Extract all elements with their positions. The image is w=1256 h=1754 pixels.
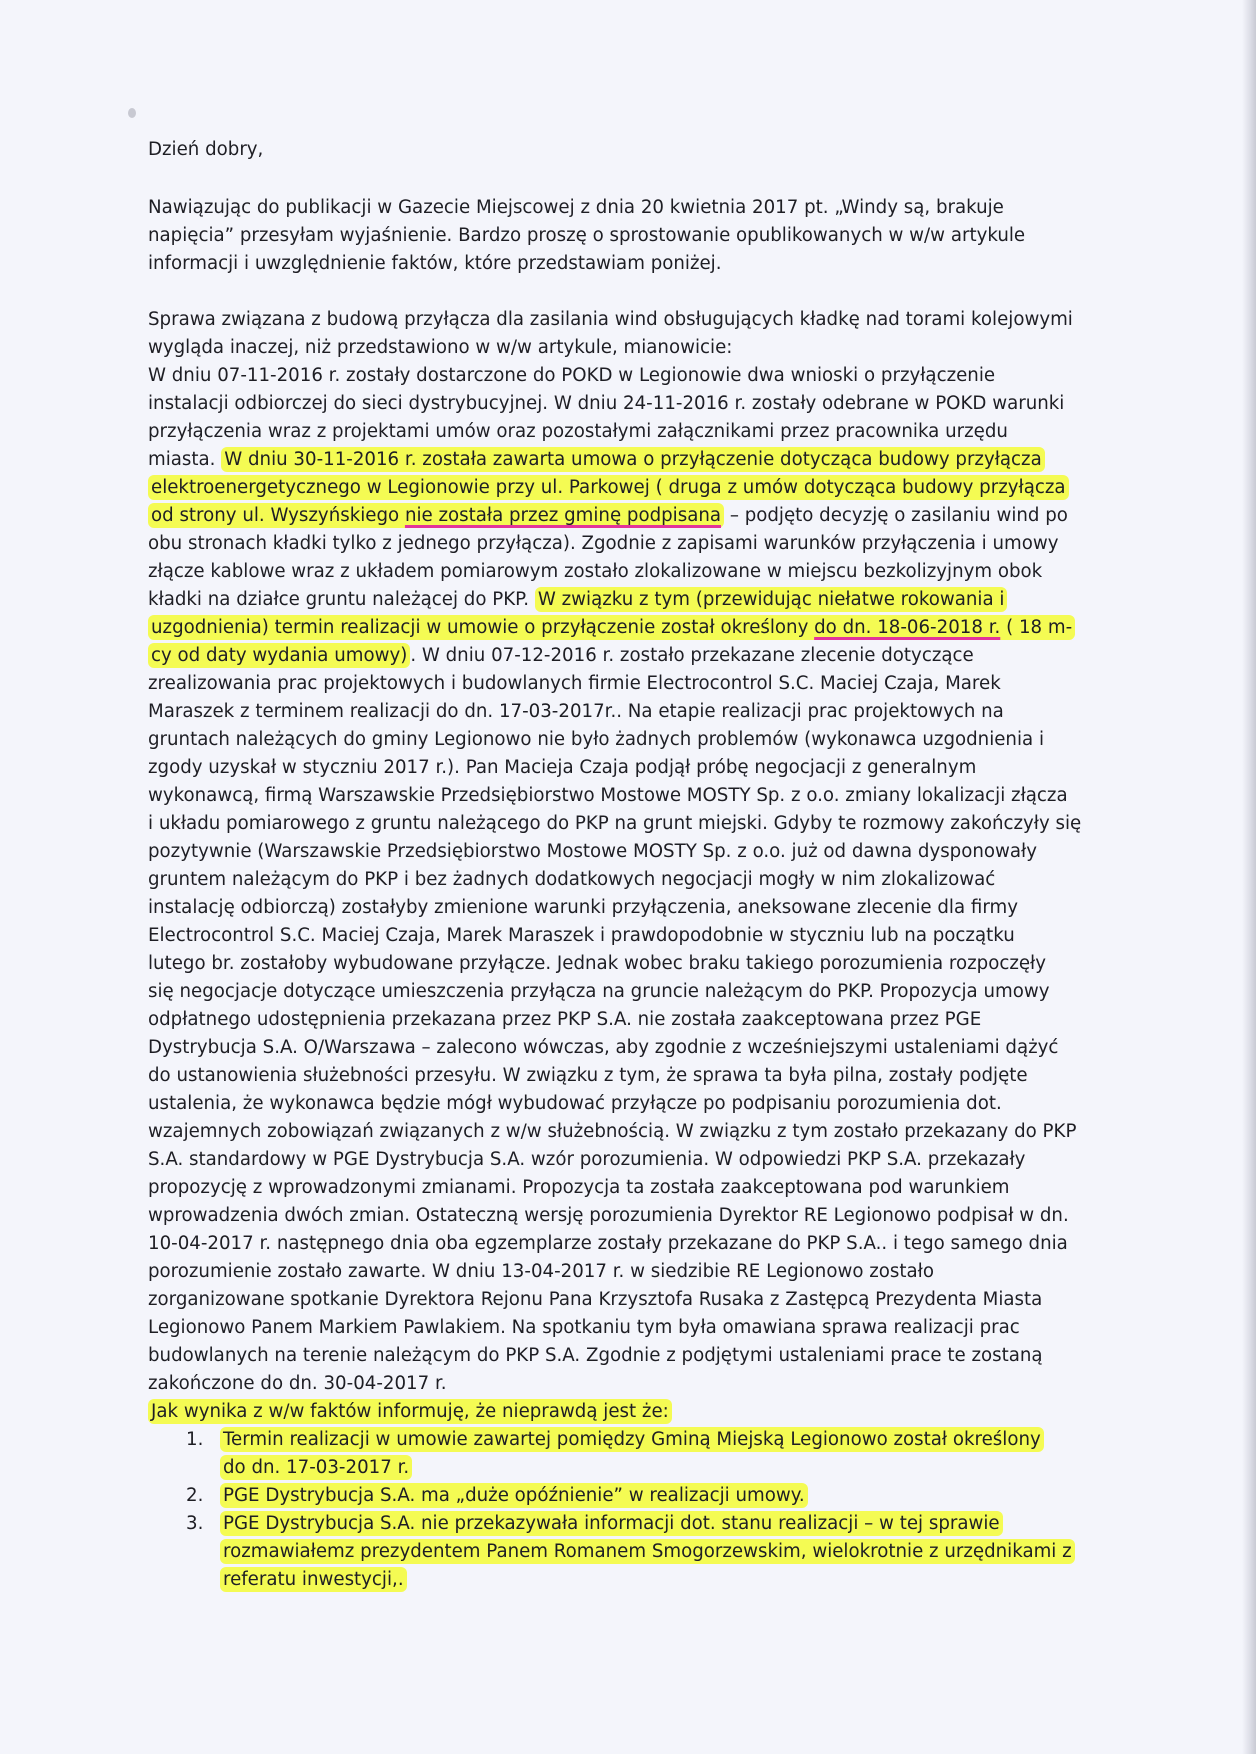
highlighted-text: W dniu 30-11-2016 r. została zawarta umowa o przyłączenie dotycząca budowy przyłącza	[221, 447, 1045, 472]
body-line: zgody uzyskał w styczniu 2017 r.). Pan Macieja Czaja podjął próbę negocjacji z generalnym	[148, 757, 977, 778]
body-line: obu stronach kładki tylko z jednego przyłącza). Zgodnie z zapisami warunków przyłączenia i umowy	[148, 533, 1059, 554]
body-line: instalacji odbiorczej do sieci dystrybucyjnej. W dniu 24-11-2016 r. zostały odebrane w POKD warunki	[148, 393, 1065, 414]
list-number: 1.	[186, 1429, 204, 1450]
body-line: Maraszek z terminem realizacji do dn. 17-03-2017r.. Na etapie realizacji prac projektowych na	[148, 701, 1004, 722]
intro-line: informacji i uwzględnienie faktów, które przedstawiam poniżej.	[148, 253, 722, 274]
body-line: zrealizowania prac projektowych i budowlanych firmie Electrocontrol S.C. Maciej Czaja, Marek	[148, 673, 1001, 694]
body-line	[148, 586, 1007, 614]
list-item-continuation	[220, 1454, 412, 1482]
body-line: wygląda inaczej, niż przedstawiono w w/w artykule, mianowicie:	[148, 337, 733, 358]
highlighted-text	[148, 615, 1075, 640]
body-line	[148, 446, 1045, 474]
body-line: S.A. standardowy w PGE Dystrybucja S.A. wzór porozumienia. W odpowiedzi PKP S.A. przekazały	[148, 1149, 1026, 1170]
body-line: zakończone do dn. 30-04-2017 r.	[148, 1373, 447, 1394]
body-line: ustalenia, że wykonawca będzie mógł wybudować przyłącze po podpisaniu porozumienia dot.	[148, 1093, 1002, 1114]
body-line	[148, 642, 974, 670]
body-line	[148, 614, 1075, 642]
body-text: – podjęto decyzję o zasilaniu wind po	[724, 505, 1068, 526]
highlighted-text	[148, 503, 724, 528]
body-line: złącze kablowe wraz z układem pomiarowym zostało zlokalizowane w miejscu bezkolizyjnym obok	[148, 561, 1043, 582]
underlined-text: nie została przez gminę podpisana	[404, 505, 722, 526]
highlighted-text: W związku z tym (przewidując niełatwe rokowania i	[535, 587, 1008, 612]
body-line: się negocjacje dotyczące umieszczenia przyłącza na gruncie należącym do PKP. Propozycja umowy	[148, 981, 1050, 1002]
body-text: . W dniu 07-12-2016 r. zostało przekazane zlecenie dotyczące	[410, 645, 974, 666]
body-line: Legionowo Panem Markiem Pawlakiem. Na spotkaniu tym była omawiana sprawa realizacji prac	[148, 1317, 1020, 1338]
underlined-text: do dn. 18-06-2018 r.	[814, 617, 1001, 638]
highlighted-segment: uzgodnienia) termin realizacji w umowie o przyłączenie został określony	[151, 617, 815, 638]
body-line: zorganizowane spotkanie Dyrektora Rejonu Pana Krzysztofa Rusaka z Zastępcą Prezydenta Miasta	[148, 1289, 1043, 1310]
list-item	[186, 1482, 808, 1510]
body-line: budowlanych na terenie należącym do PKP S.A. Zgodnie z podjętymi ustaleniami prace te zostaną	[148, 1345, 1043, 1366]
body-line: instalację odbiorczą) zostałyby zmienione warunki przyłączenia, aneksowane zlecenie dla firmy	[148, 897, 1019, 918]
body-line: wprowadzenia dwóch zmian. Ostateczną wersję porozumienia Dyrektor RE Legionowo podpisał w dn.	[148, 1205, 1069, 1226]
list-number: 2.	[186, 1485, 204, 1506]
body-line: Sprawa związana z budową przyłącza dla zasilania wind obsługujących kładkę nad torami kolejowymi	[148, 309, 1073, 330]
highlighted-text: PGE Dystrybucja S.A. ma „duże opóźnienie” w realizacji umowy.	[220, 1483, 808, 1508]
body-line: pozytywnie (Warszawskie Przedsiębiorstwo Mostowe MOSTY Sp. z o.o. już od dawna dysponowały	[148, 841, 1037, 862]
list-item-continuation	[220, 1538, 1075, 1566]
intro-line: napięcia” przesyłam wyjaśnienie. Bardzo proszę o sprostowanie opublikowanych w w/w artykule	[148, 225, 1026, 246]
highlighted-text: referatu inwestycji,.	[220, 1567, 407, 1592]
highlighted-text: do dn. 17-03-2017 r.	[220, 1455, 412, 1480]
list-item-continuation	[220, 1566, 407, 1594]
conclusion-line	[148, 1398, 672, 1426]
list-number: 3.	[186, 1513, 204, 1534]
body-text: miasta.	[148, 449, 222, 470]
list-item	[186, 1510, 1003, 1538]
body-line	[148, 474, 1069, 502]
body-line: do ustanowienia służebności przesyłu. W związku z tym, że sprawa ta była pilna, zostały podjęte	[148, 1065, 1028, 1086]
body-line	[148, 502, 1068, 530]
body-line: W dniu 07-11-2016 r. zostały dostarczone do POKD w Legionowie dwa wnioski o przyłączenie	[148, 365, 996, 386]
body-line: gruntem należącym do PKP i bez żadnych dodatkowych negocjacji mogły w nim zlokalizować	[148, 869, 996, 890]
body-line: porozumienie zostało zawarte. W dniu 13-04-2017 r. w siedzibie RE Legionowo zostało	[148, 1261, 934, 1282]
list-item	[186, 1426, 1044, 1454]
highlighted-text: Termin realizacji w umowie zawartej pomiędzy Gminą Miejską Legionowo został określony	[220, 1427, 1044, 1452]
highlighted-text: elektroenergetycznego w Legionowie przy ul. Parkowej ( druga z umów dotycząca budowy przyłącza	[148, 475, 1069, 500]
highlighted-text: cy od daty wydania umowy)	[148, 643, 410, 668]
scan-speck	[128, 108, 136, 118]
body-line: lutego br. zostałoby wybudowane przyłącze. Jednak wobec braku takiego porozumienia rozpoczęły	[148, 953, 1046, 974]
highlighted-segment: ( 18 m-	[1000, 617, 1073, 638]
body-line: wzajemnych zobowiązań związanych z w/w służebnością. W związku z tym zostało przekazany do PKP	[148, 1121, 1077, 1142]
highlighted-text: rozmawiałemz prezydentem Panem Romanem Smogorzewskim, wielokrotnie z urzędnikami z	[220, 1539, 1075, 1564]
highlighted-text: PGE Dystrybucja S.A. nie przekazywała informacji dot. stanu realizacji – w tej sprawie	[220, 1511, 1003, 1536]
body-text: kładki na działce gruntu należącej do PKP.	[148, 589, 535, 610]
body-line: Dystrybucja S.A. O/Warszawa – zalecono wówczas, aby zgodnie z wcześniejszymi ustaleniami dążyć	[148, 1037, 1059, 1058]
body-line: wykonawcą, firmą Warszawskie Przedsiębiorstwo Mostowe MOSTY Sp. z o.o. zmiany lokalizacji złącza	[148, 785, 1068, 806]
body-line: odpłatnego udostępnienia przekazana przez PKP S.A. nie została zaakceptowana przez PGE	[148, 1009, 982, 1030]
body-line: propozycję z wprowadzonymi zmianami. Propozycja ta została zaakceptowana pod warunkiem	[148, 1177, 1010, 1198]
highlighted-text: Jak wynika z w/w faktów informuję, że nieprawdą jest że:	[148, 1399, 672, 1424]
body-line: gruntach należących do gminy Legionowo nie było żadnych problemów (wykonawca uzgodnienia i	[148, 729, 1044, 750]
intro-line: Nawiązując do publikacji w Gazecie Miejscowej z dnia 20 kwietnia 2017 pt. „Windy są, brakuje	[148, 197, 1004, 218]
page-edge-shadow	[1242, 0, 1256, 1754]
highlighted-segment: od strony ul. Wyszyńskiego	[151, 505, 405, 526]
body-line: Electrocontrol S.C. Maciej Czaja, Marek Maraszek i prawdopodobnie w styczniu lub na początku	[148, 925, 1015, 946]
greeting: Dzień dobry,	[148, 139, 264, 160]
body-line: 10-04-2017 r. następnego dnia oba egzemplarze zostały przekazane do PKP S.A.. i tego samego dnia	[148, 1233, 1068, 1254]
body-line: przyłączenia wraz z projektami umów oraz pozostałymi załącznikami przez pracownika urzędu	[148, 421, 1008, 442]
body-line: i układu pomiarowego z gruntu należącego do PKP na grunt miejski. Gdyby te rozmowy zakończyły się	[148, 813, 1082, 834]
